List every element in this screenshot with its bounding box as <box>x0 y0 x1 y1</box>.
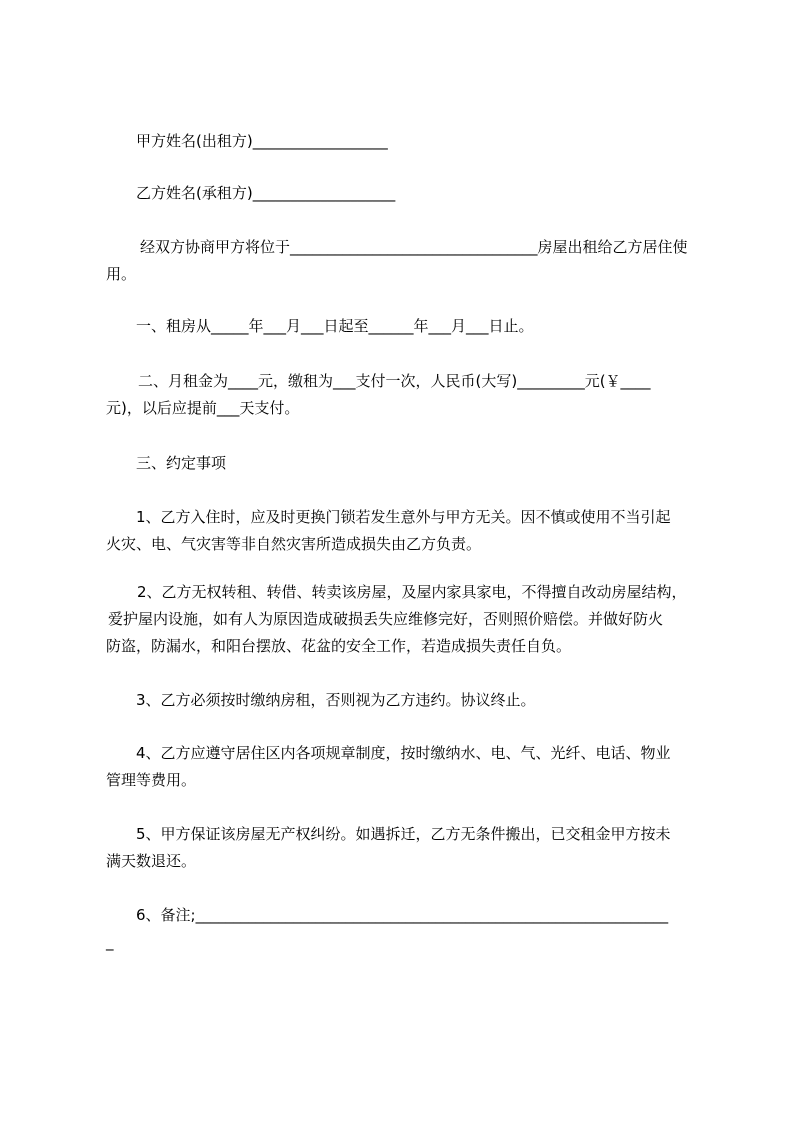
intro-paragraph-line-1: 经双方协商甲方将位于_________________________________房屋出租给乙方居住使 <box>140 238 688 256</box>
item-6-remarks-line-2: _ <box>106 933 114 951</box>
item-4-line-1: 4、乙方应遵守居住区内各项规章制度，按时缴纳水、电、气、光纤、电话、物业 <box>136 744 671 762</box>
clause-3-heading: 三、约定事项 <box>136 454 227 472</box>
item-1-line-1: 1、乙方入住时，应及时更换门锁若发生意外与甲方无关。因不慎或使用不当引起 <box>136 508 671 526</box>
item-4-line-2: 管理等费用。 <box>106 771 197 789</box>
lessor-name-line: 甲方姓名(出租方)__________________ <box>136 132 388 150</box>
intro-paragraph-line-2: 用。 <box>106 265 137 283</box>
item-2-line-3: 防盗，防漏水，和阳台摆放、花盆的安全工作，若造成损失责任自负。 <box>106 637 572 655</box>
item-2-line-1: 2、乙方无权转租、转借、转卖该房屋，及屋内家具家电，不得擅自改动房屋结构， <box>137 583 687 601</box>
item-2-line-2: 爱护屋内设施，如有人为原因造成破损丢失应维修完好，否则照价赔偿。并做好防火 <box>108 610 664 628</box>
clause-2-rent-line-2: 元)，以后应提前___天支付。 <box>106 399 300 417</box>
clause-1-lease-term: 一、租房从_____年___月___日起至______年___月___日止。 <box>136 317 534 335</box>
item-3-line: 3、乙方必须按时缴纳房租，否则视为乙方违约。协议终止。 <box>136 691 536 709</box>
clause-2-rent-line-1: 二、月租金为____元，缴租为___支付一次，人民币(大写)_________元(￥____ <box>138 372 651 390</box>
item-6-remarks-line-1: 6、备注;_______________________________________________________________ <box>136 906 669 924</box>
item-5-line-1: 5、甲方保证该房屋无产权纠纷。如遇拆迁，乙方无条件搬出，已交租金甲方按未 <box>136 825 671 843</box>
item-5-line-2: 满天数退还。 <box>106 852 197 870</box>
lessee-name-line: 乙方姓名(承租方)___________________ <box>136 184 396 202</box>
item-1-line-2: 火灾、电、气灾害等非自然灾害所造成损失由乙方负责。 <box>106 535 482 553</box>
